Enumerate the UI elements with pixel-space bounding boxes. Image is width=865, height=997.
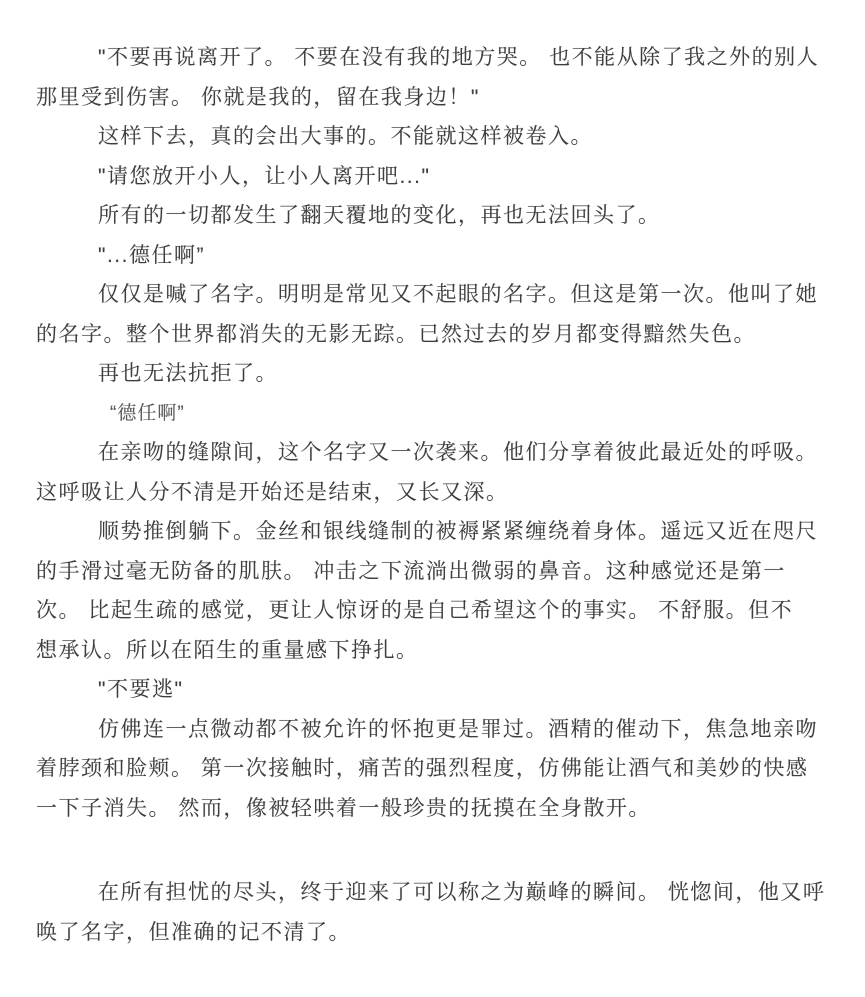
text-line: 的名字。整个世界都消失的无影无踪。已然过去的岁月都变得黯然失色。 (36, 322, 756, 346)
text-line: 所有的一切都发生了翻天覆地的变化，再也无法回头了。 (98, 204, 661, 227)
text-line: "...德任啊” (98, 243, 205, 267)
text-line: 这样下去，真的会出大事的。不能就这样被卷入。 (98, 125, 593, 148)
text-line: 在所有担忧的尽头，终于迎来了可以称之为巅峰的瞬间。 恍惚间，他又呼 (98, 881, 826, 904)
text-line: "不要逃" (98, 678, 184, 701)
text-line: 次。 比起生疏的感觉，更让人惊讶的是自己希望这个的事实。 不舒服。但不 (36, 599, 794, 622)
text-line: 着脖颈和脸颊。 第一次接触时，痛苦的强烈程度，仿佛能让酒气和美妙的快感 (36, 757, 809, 780)
text-line: 唤了名字，但准确的记不清了。 (36, 920, 351, 944)
text-line: 顺势推倒躺下。金丝和银线缝制的被褥紧紧缠绕着身体。遥远又近在咫尺 (98, 520, 818, 543)
text-line: 那里受到伤害。 你就是我的，留在我身边！" (36, 85, 480, 109)
novel-text-block (36, 38, 837, 952)
text-line: “德任啊” (110, 402, 185, 424)
text-line: 在亲吻的缝隙间，这个名字又一次袭来。他们分享着彼此最近处的呼吸。 (98, 441, 818, 464)
text-line: 仅仅是喊了名字。明明是常见又不起眼的名字。但这是第一次。他叫了她 (98, 283, 818, 306)
text-line: 一下子消失。 然而，像被轻哄着一般珍贵的抚摸在全身散开。 (36, 796, 651, 820)
text-line: 仿佛连一点微动都不被允许的怀抱更是罪过。酒精的催动下，焦急地亲吻 (98, 717, 818, 741)
text-line: "请您放开小人，让小人离开吧..." (98, 164, 431, 188)
text-line: 想承认。所以在陌生的重量感下挣扎。 (36, 638, 419, 662)
text-line: 的手滑过毫无防备的肌肤。 冲击之下流淌出微弱的鼻音。这种感觉还是第一 (36, 559, 786, 583)
text-line: 再也无法抗拒了。 (98, 362, 278, 385)
text-line: 这呼吸让人分不清是开始还是结束，又长又深。 (36, 480, 509, 504)
text-line: "不要再说离开了。 不要在没有我的地方哭。 也不能从除了我之外的别人 (98, 46, 820, 69)
